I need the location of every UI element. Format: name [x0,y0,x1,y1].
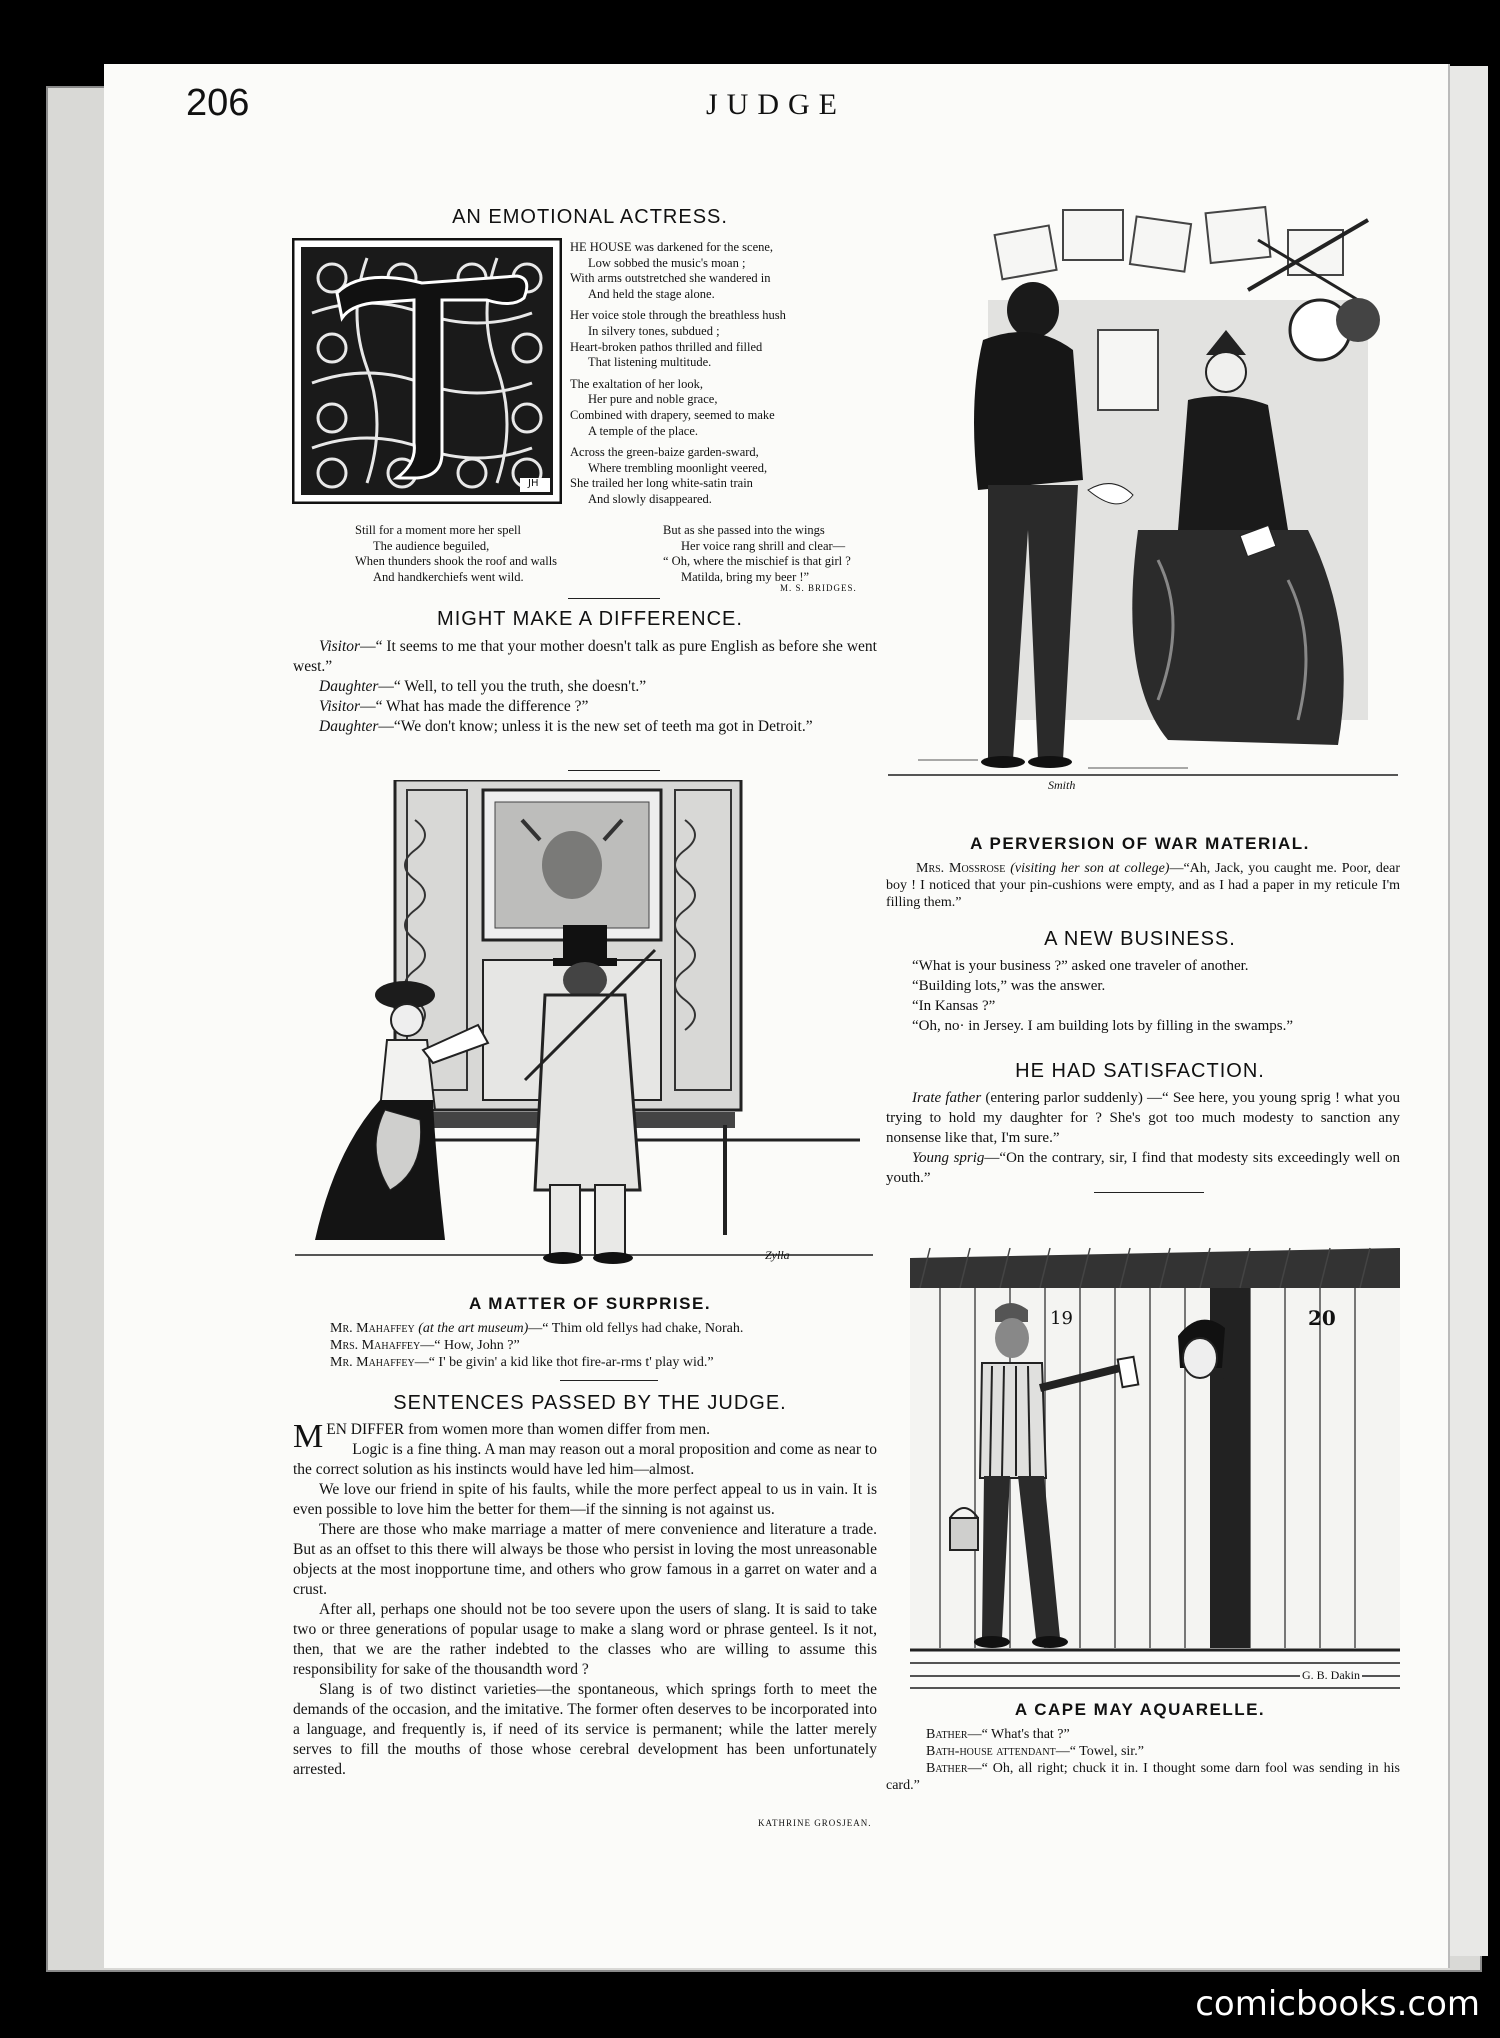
satisfaction-title: HE HAD SATISFACTION. [1015,1060,1265,1082]
speaker: Mr. Mahaffey [330,1321,415,1336]
poem-line: Her pure and noble grace, [588,392,718,407]
new-business-title: A NEW BUSINESS. [1044,928,1236,950]
poem-line: When thunders shook the roof and walls [355,554,558,569]
dialogue-line [886,1760,1400,1794]
bath-house-illustration [910,1218,1400,1694]
dialogue-line: “Oh, no· in Jersey. I am building lots by filling in the swamps.” [912,1018,1294,1034]
poem-stanza [570,445,870,507]
poem-line: In silvery tones, subdued ; [588,323,720,338]
divider [568,770,660,771]
speaker: Mr. Mahaffey [330,1355,415,1370]
page-number: 206 [186,82,250,124]
dialogue-line [330,1320,890,1337]
dialogue-line [293,637,877,677]
speech: —“We don't know; unless it is the new set of teeth ma got in Detroit.” [378,718,813,735]
stage-direction: (at the art museum) [418,1321,529,1336]
speech: —“ Oh, all right; chuck it in. I thought some darn fool was sending in his card.” [886,1761,1400,1793]
poem-line: And held the stage alone. [588,286,715,301]
cape-may-dialogue [886,1726,1400,1794]
dropcap: M [293,1418,324,1455]
poem-line: Where trembling moonlight veered, [588,460,768,475]
poem-line: The exaltation of her look, [570,376,703,391]
dialogue-line [293,697,877,717]
poem-line: “ Oh, where the mischief is that girl ? [663,554,851,569]
college-room-illustration [888,200,1398,800]
cape-may-title: A CAPE MAY AQUARELLE. [1014,1700,1266,1719]
matter-of-surprise-dialogue [330,1320,890,1371]
poem-stanza [570,377,870,439]
dialogue-line [293,717,877,737]
sentences-body [293,1420,877,1780]
poem-line: With arms outstretched she wandered in [570,271,771,286]
poem-signature: M. S. BRIDGES. [780,583,857,593]
might-make-title: MIGHT MAKE A DIFFERENCE. [437,608,743,630]
dialogue-line: “Building lots,” was the answer. [912,978,1106,994]
matter-of-surprise-title: A MATTER OF SURPRISE. [468,1294,712,1313]
speech: —“ I' be givin' a kid like thot fire-ar-rms t' play wid.” [414,1355,714,1370]
poem-line: But as she passed into the wings [663,523,825,537]
artist-signature: G. B. Dakin [1302,1668,1360,1682]
running-head: JUDGE [706,88,846,121]
dialogue-line [886,1726,1400,1743]
speaker: Bath-house attendant [926,1744,1056,1759]
speaker: Daughter [319,678,379,695]
paragraph: There are those who make marriage a matter of mere convenience and literature a trade. But as an offset to this there will always be those who persist in loving the most unreasonable objects at the most inopportune time, and others who grow famous in a garret on water and a crust. [293,1521,877,1598]
satisfaction-dialogue: Irate father (entering parlor suddenly) —“ See here, you young sprig ! what you trying to hold my daughter for ? She's got too much modesty to sanction any nonsense like that, I'm sure.” Young sprig—“On the contrary, sir, I find that modesty sits exceedingly well on youth.” [886,1090,1401,1186]
poem-stanza [570,240,870,302]
emotional-actress-title: AN EMOTIONAL ACTRESS. [452,206,728,228]
speech: —“ Well, to tell you the truth, she doesn't.” [378,678,647,695]
dialogue-line: “What is your business ?” asked one traveler of another. [912,958,1249,974]
war-material-caption: Mrs. Mossrose (visiting her son at college)—“Ah, Jack, you caught me. Poor, dear boy ! I noticed that your pin-cushions were empty, and as I had a paper in my reticule I'm filling them.” [886,861,1400,910]
paragraph: Slang is of two distinct varieties—the spontaneous, which springs forth to meet the demands of the occasion, and the imitative. The former often deserves to be incorporated into a language, and frequently is, if need of its service is permanent; while the latter merely serves to fill the mouths of those whose cerebral development has been unfortunately arrested. [293,1681,877,1778]
poem-line: Matilda, bring my beer !” [681,569,810,584]
divider [1094,1192,1204,1193]
illuminated-initial [292,238,562,504]
poem-stanza [570,308,870,370]
speaker: Mrs. Mahaffey [330,1338,421,1353]
sentences-title: SENTENCES PASSED BY THE JUDGE. [393,1392,787,1414]
poem-line: That listening multitude. [588,355,712,370]
poem-bottom-right-stanza [663,523,893,585]
dialogue-line: “In Kansas ?” [912,998,996,1014]
war-material-title: A PERVERSION OF WAR MATERIAL. [970,834,1310,853]
speaker: Visitor [319,638,361,655]
speaker: Daughter [319,718,379,735]
artist-signature: Smith [1048,778,1076,792]
speaker: Visitor [319,698,361,715]
dialogue-line [293,677,877,697]
divider [560,1380,658,1381]
paragraph: We love our friend in spite of his faults, while the more perfect appeal to us in vain. It is even possible to love him the better for them—if the sinning is not against us. [293,1481,877,1518]
poem-line: Low sobbed the music's moan ; [588,255,746,270]
poem-line: Heart-broken pathos thrilled and filled [570,339,763,354]
artist-signature: Zylla [765,1248,790,1262]
poem-line: And handkerchiefs went wild. [373,569,524,584]
divider [568,598,660,599]
speech: —“ What has made the difference ?” [360,698,589,715]
speaker: Bather [926,1761,968,1776]
watermark: comicbooks.com [1195,1984,1480,2024]
poem-line: The audience beguiled, [373,538,490,553]
poem-line: And slowly disappeared. [588,491,712,506]
speech: —“ It seems to me that your mother doesn't talk as pure English as before she went west.” [293,638,877,675]
poem-line: Still for a moment more her spell [355,523,521,537]
door-number-20: 20 [1308,1306,1336,1330]
poem-line: Combined with drapery, seemed to make [570,407,775,422]
door-number-19: 19 [1050,1308,1073,1329]
speech: —“ Thim old fellys had chake, Norah. [528,1321,744,1336]
poem-line: Her voice rang shrill and clear— [681,538,846,553]
page-stack-edge [1448,66,1488,1956]
paragraph: Logic is a fine thing. A man may reason out a moral proposition and come as near to the correct solution as his instincts would have led him—almost. [293,1441,877,1478]
speech: —“ Towel, sir.” [1055,1744,1144,1759]
poem-line: She trailed her long white-satin train [570,476,753,491]
poem-line: A temple of the place. [588,423,699,438]
art-museum-illustration [295,780,873,1278]
paragraph: After all, perhaps one should not be too severe upon the users of slang. It is said to take two or three generations of popular usage to make a slang word or phrase genteel. Is it not, then, that we are the rather indebted to the classes who are willing to assume this responsibility for sake of the thousandth word ? [293,1601,877,1678]
poem-line: HE HOUSE was darkened for the scene, [570,240,774,254]
sentences-signature: KATHRINE GROSJEAN. [758,1818,872,1828]
dialogue-line [330,1337,890,1354]
new-business-dialogue [886,956,1400,1036]
poem-bottom-left-stanza [355,523,625,585]
sentences-first-line: MEN DIFFER from women more than women differ from men. [293,1418,710,1455]
speaker: Bather [926,1727,968,1742]
poem-line: Across the green-baize garden-sward, [570,445,759,460]
poem-right-column [570,240,870,514]
initial-signature: JH [528,478,539,489]
poem-line: Her voice stole through the breathless hush [570,308,786,323]
speech: —“ What's that ?” [967,1727,1070,1742]
dialogue-line [330,1354,890,1371]
speech: —“ How, John ?” [420,1338,520,1353]
dialogue-line [886,1743,1400,1760]
might-make-dialogue [293,637,877,737]
